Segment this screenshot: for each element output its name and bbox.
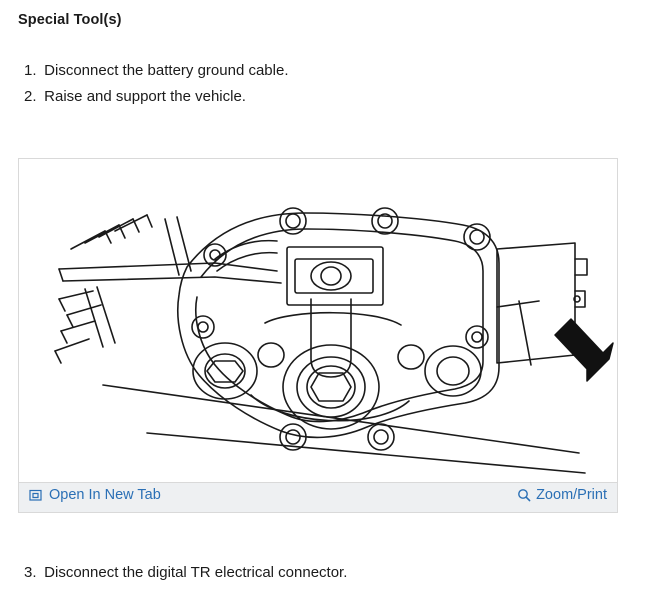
step-text: Disconnect the digital TR electrical connector. bbox=[44, 564, 348, 581]
step-text: Raise and support the vehicle. bbox=[44, 88, 246, 105]
list-item bbox=[24, 560, 624, 586]
figure-toolbar bbox=[19, 482, 617, 512]
pointer-arrow bbox=[555, 319, 613, 381]
list-item bbox=[24, 84, 624, 110]
steps-list-bottom bbox=[24, 560, 624, 586]
figure-illustration bbox=[19, 159, 617, 483]
page-title: Special Tool(s) bbox=[18, 12, 122, 28]
open-in-new-tab-label: Open In New Tab bbox=[49, 487, 161, 503]
steps-list-top bbox=[24, 58, 624, 110]
open-in-new-tab-icon bbox=[29, 488, 43, 502]
zoom-print-label: Zoom/Print bbox=[536, 487, 607, 503]
step-number: 3. bbox=[24, 564, 37, 581]
open-in-new-tab-button[interactable] bbox=[29, 487, 161, 503]
magnifier-icon bbox=[517, 488, 531, 502]
step-number: 2. bbox=[24, 88, 37, 105]
step-text: Disconnect the battery ground cable. bbox=[44, 62, 289, 79]
list-item bbox=[24, 58, 624, 84]
step-number: 1. bbox=[24, 62, 37, 79]
figure-container bbox=[18, 158, 618, 513]
zoom-print-button[interactable] bbox=[517, 487, 607, 503]
